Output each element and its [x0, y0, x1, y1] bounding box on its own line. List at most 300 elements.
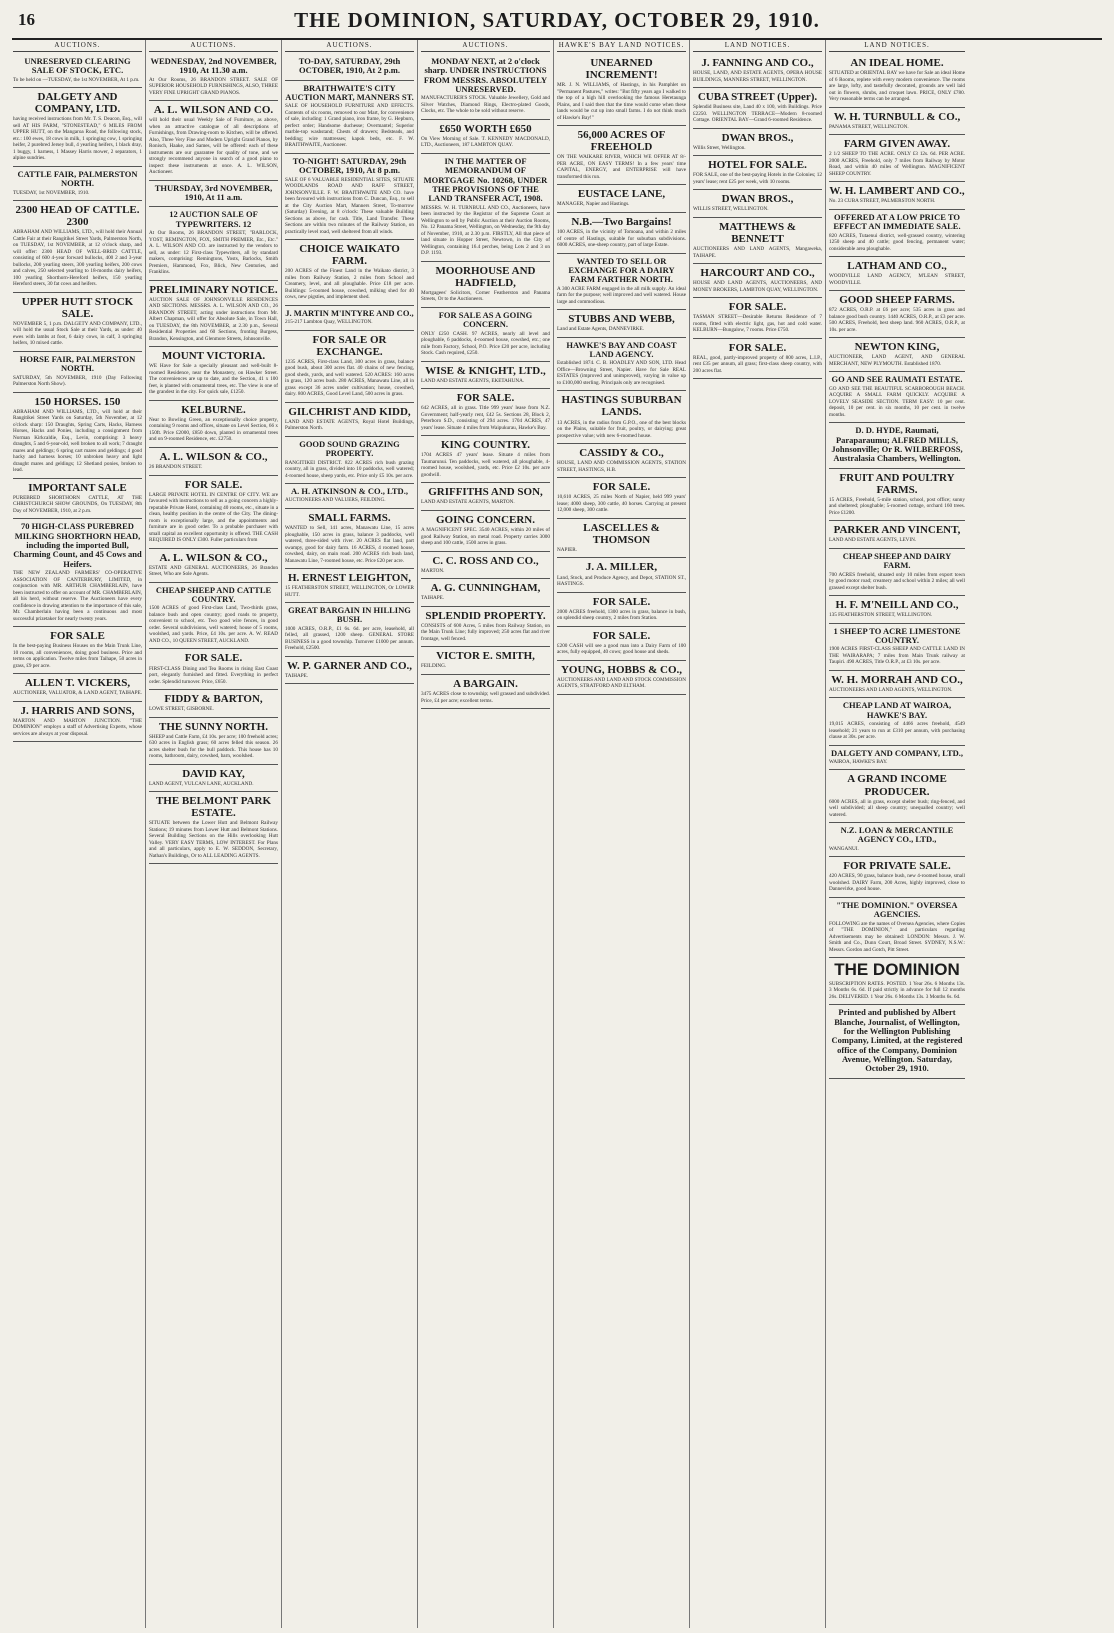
ad-body: HOUSE, LAND, AND ESTATE AGENTS, OPERA HOUSE BUILDINGS, MANNERS STREET, WELLINGTON. — [693, 70, 822, 83]
ad-title: UPPER HUTT STOCK SALE. — [21, 295, 134, 320]
advertisement — [13, 352, 142, 393]
advertisement — [13, 167, 142, 201]
ad-title: A. L. WILSON & CO., — [159, 551, 268, 564]
page-number: 16 — [18, 10, 35, 29]
ad-body: 1000 ACRES, O.R.P., £1 6s. 6d. per acre, leasehold, all felled, all grassed, 1200 sheep. GENERAL STORE BUSINESS in a good township. Turnover £1000 per annum. Freehold, £2500. — [285, 625, 414, 652]
advertisement — [13, 54, 142, 88]
ad-title: SMALL FARMS. — [308, 511, 391, 524]
column-heading: AUCTIONS. — [13, 40, 142, 52]
ad-body: MR. J. N. WILLIAMS, of Hastings, in his Pamphlet on "Permanent Pastures," writes: "But fifty years ago I walked to the top of a high hill overlooking the famous Heretaunga Plains, and I said then that the time would come when these lands would be cut up into small farms. I do not think much of Hawke's Bay!" — [557, 82, 686, 121]
ad-title: AN IDEAL HOME. — [850, 57, 944, 69]
columns-container — [10, 40, 1104, 1628]
ad-title: CHEAP LAND AT WAIROA, HAWKE'S BAY. — [842, 700, 952, 720]
advertisement — [557, 478, 686, 519]
advertisement — [421, 389, 550, 436]
ad-body: 1235 ACRES, First-class Land, 300 acres in grass, balance good bush, about 300 acres flat. 40 chains of new fencing, good sheds, yards, and well watered. 520 ACRES: 160 acres in grass, 120 acres bush. 280 ACRES, Manawatu Line, all in grass except 36 acres under cultivation; house, cowshed, dairy. 800 ACRES, Good Level Land, 500 acres in grass. — [285, 358, 414, 398]
ad-body: Mortgagees' Solicitors, Corner Featherston and Panama Streets, Or to the Auctioneers. — [421, 289, 550, 303]
ad-body: A 300 ACRE FARM engaged in the all milk supply. An ideal farm for the purpose; well improved and well watered. House large and commodious. — [557, 285, 686, 305]
advertisement — [829, 182, 965, 210]
ad-title: FOR SALE AS A GOING CONCERN. — [438, 309, 533, 330]
ad-title: 56,000 ACRES OF FREEHOLD — [577, 129, 666, 154]
ad-body: MANAGER, Napier and Hastings. — [557, 201, 630, 208]
ad-title: D. D. HYDE, Raumati, Paraparaumu; ALFRED MILLS, Johnsonville; Or R. WILBERFOSS, Australasia Chambers, Wellington. — [831, 425, 963, 464]
advertisement — [13, 702, 142, 743]
ad-title: 12 AUCTION SALE OF TYPEWRITERS. 12 — [169, 209, 258, 229]
ad-body: MARTON. — [421, 567, 445, 574]
ad-title: J. HARRIS AND SONS, — [20, 704, 135, 717]
ad-title: MATTHEWS & BENNETT — [718, 220, 797, 246]
ad-body: 2 1/2 SHEEP TO THE ACRE. ONLY £3 12s. 6d. PER ACRE. 2000 ACRES, Freehold, only 7 miles from Railway by Motor Road, and within 40 miles of Wellington. MAGNIFICENT SHEEP COUNTRY. — [829, 151, 965, 177]
advertisement — [829, 210, 965, 257]
advertisement — [285, 81, 414, 154]
advertisement — [149, 549, 278, 583]
ad-body: Established 1874. C. B. HOADLEY AND SON, LTD. Head Office—Browning Street, Napier. Have for Sale REAL ESTATES (improved and unimproved), varying in value up to £100,000 sterling. Principals only are recognised. — [557, 360, 686, 386]
ad-title: GREAT BARGAIN IN HILLING BUSH. — [288, 605, 411, 625]
advertisement — [557, 310, 686, 338]
advertisement — [829, 549, 965, 596]
ad-body: 200 ACRES of the Finest Land in the Waikato district, 3 miles from Railway Station, 2 miles from School and Creamery, level, and all ploughable. Price £18 per acre. Buildings: 5-roomed house, cowshed, milking shed for 40 cows, new pigsties, and implement shed. — [285, 268, 414, 301]
column-heading: AUCTIONS. — [285, 40, 414, 52]
advertisement — [285, 54, 414, 81]
advertisement — [693, 339, 822, 380]
ad-body: £200 CASH will see a good man into a Dairy Farm of 100 acres, fully equipped, 40 cows; good house and sheds. — [557, 642, 686, 656]
ad-title: A BARGAIN. — [453, 677, 518, 690]
ad-body: To be held on —TUESDAY, the 1st NOVEMBER, At 1 p.m. — [13, 76, 140, 83]
ad-title: A. G. CUNNINGHAM, — [430, 582, 541, 595]
ad-title: GILCHRIST AND KIDD, — [288, 405, 411, 418]
ad-title: FOR SALE. — [592, 629, 651, 642]
ad-title: UNEARNED INCREMENT! — [585, 57, 658, 82]
advertisement — [693, 88, 822, 129]
ad-title: HOTEL FOR SALE. — [708, 159, 807, 172]
ad-body: 3475 ACRES close to township; well grassed and subdivided. Price, £4 per acre; excellent terms. — [421, 691, 550, 704]
advertisement — [557, 444, 686, 478]
ad-body: LOWE STREET, GISBORNE. — [149, 706, 214, 713]
ad-body: At Our Rooms, 26 BRANDON STREET, "BARLOCK, YOST, REMINGTON, FOX, SMITH PREMIER, Etc., Etc." A. L. WILSON AND CO. are instructed by the vendors to sell, as under: 12 First-class Typewriters, all by standard makers, comprising: Remingtons, Yosts, Barlocks, Smith Premiers, Hammond, Fox, Blick, New Centuries, and Franklins. — [149, 230, 278, 276]
ad-body: 700 ACRES freehold, situated only 10 miles from export town by good motor road; creamery and school within 2 miles; all well grassed except shelter bush. — [829, 571, 965, 591]
ad-body: SHEEP and Cattle Farm, £4 10s. per acre; 100 freehold acres; 630 acres in English grass; 60 acres felled this season. 26 acres shelter bush for the bull paddock. This house has 10 rooms, bathroom, dairy, cowshed, barn, woolshed. — [149, 733, 278, 760]
ad-body: AUCTIONEERS AND LAND AGENTS, Mangaweka, TAIHAPE. — [693, 246, 822, 259]
advertisement — [13, 201, 142, 293]
advertisement — [285, 154, 414, 240]
advertisement — [421, 483, 550, 511]
ad-body: LARGE PRIVATE HOTEL IN CENTRE OF CITY. WE are favoured with instructions to sell as a going concern a highly-reputable Private Hotel, containing 40 rooms, etc., situate in a clean, healthy position in the centre of the City. The dining-room is exceptionally large, and the appointments and furniture are in good order. To a probable purchaser with small capital an excellent opportunity is offered. THE CASH REQUIRED IS ONLY £300. Fuller particulars from — [149, 491, 278, 544]
advertisement — [693, 298, 822, 339]
advertisement — [149, 101, 278, 181]
advertisement — [829, 257, 965, 291]
ad-title: 70 HIGH-CLASS PUREBRED MILKING SHORTHORN HEAD, including the imported Bull, Charming Count, and 45 Cows and Heifers. — [13, 521, 142, 569]
ad-body: ABRAHAM AND WILLIAMS, LTD., will hold their Annual Cattle Fair at their Rangitikei Street Yards, Palmerston North, on TUESDAY, 1st NOVEMBER, at 12 o'clock sharp, and will offer: 2300 HEAD OF WELL-BRED CATTLE, consisting of 600 4-year forward bullocks, 400 2 and 3-year bullocks, 200 yearling steers, 300 yearling heifers, 200 cows and calves, 250 selected yearling to 18-months dairy heifers, 100 yearling Shorthorn-Hereford heifers, 150 yearling Hereford steers, 30 fat cows and heifers. — [13, 229, 142, 288]
advertisement — [285, 240, 414, 306]
advertisement — [829, 671, 965, 699]
ad-body: 15 FEATHERSTON STREET, WELLINGTON, Or LOWER HUTT. — [285, 585, 414, 598]
ad-title: 2300 HEAD OF CATTLE. 2300 — [15, 204, 140, 229]
advertisement — [421, 675, 550, 709]
advertisement — [285, 509, 414, 569]
advertisement — [149, 448, 278, 476]
ad-body: 1704 ACRES 47 years' lease. Situate 4 miles from Taumarunui. Ten paddocks, well watered, all ploughable, 4-roomed house, woolshed, yards, etc. Price £2 10s. per acre goodwill. — [421, 452, 550, 478]
ad-body: LAND AND ESTATE AGENTS, EKETAHUNA. — [421, 377, 525, 384]
ad-title: MOUNT VICTORIA. — [161, 350, 266, 363]
advertisement — [285, 603, 414, 657]
ad-title: CHOICE WAIKATO FARM. — [299, 243, 400, 268]
column-heading: HAWKE'S BAY LAND NOTICES. — [557, 40, 686, 52]
column-1 — [10, 40, 146, 1628]
ad-body: TUESDAY, 1st NOVEMBER, 1910. — [13, 189, 90, 196]
advertisement — [421, 647, 550, 675]
advertisement — [285, 306, 414, 331]
ad-title: CHEAP SHEEP AND CATTLE COUNTRY. — [155, 584, 272, 605]
advertisement — [557, 627, 686, 661]
ad-title: A GRAND INCOME PRODUCER. — [847, 773, 947, 798]
advertisement — [829, 958, 965, 1005]
ad-title: 1 SHEEP TO ACRE LIMESTONE COUNTRY. — [833, 625, 961, 645]
ad-body: ONLY £250 CASH. 97 ACRES, nearly all level and ploughable, 6 paddocks, 4-roomed house, cowshed, etc.; one mile from Factory, School, P.O. Price £20 per acre, including Stock. Cash required, £250. — [421, 330, 550, 357]
ad-title: 150 HORSES. 150 — [34, 395, 121, 408]
advertisement — [285, 657, 414, 685]
advertisement — [829, 823, 965, 857]
ad-body: AUCTIONEERS AND LAND AND STOCK COMMISSION AGENTS, STRATFORD AND ELTHAM. — [557, 676, 686, 690]
advertisement — [557, 519, 686, 559]
ad-title: IMPORTANT SALE — [28, 481, 127, 494]
ad-body: 135 FEATHERSTON STREET, WELLINGTON. — [829, 612, 933, 619]
ad-body: AUCTIONEER, VALUATOR, & LAND AGENT, TAIHAPE. — [13, 690, 142, 697]
advertisement — [421, 579, 550, 607]
ad-body: FOLLOWING are the names of Oversea Agencies, where Copies of "THE DOMINION," and particulars regarding Advertisements may be obtained: LONDON: Messrs. J. W. Smith and Co., Dunn Court, Broad Street. SYDNEY, N.S.W.: Messrs. Gordon and Gotch, Pitt Street. — [829, 920, 965, 953]
ad-body: TAIHAPE. — [421, 595, 445, 602]
advertisement — [829, 338, 965, 372]
ad-body: ON THE WAIKARE RIVER, WHICH WE OFFER AT 8/- PER ACRE, ON EASY TERMS! In a few years' time CAPITAL, ENERGY, and ENTERPRISE will have transformed this run. — [557, 154, 686, 180]
ad-body: On View Morning of Sale. T. KENNEDY MACDONALD, LTD., Auctioneers, 187 LAMBTON QUAY. — [421, 135, 550, 149]
ad-title: EUSTACE LANE, — [577, 188, 666, 201]
ad-title: FOR SALE. — [456, 392, 515, 405]
ad-title: C. C. ROSS AND CO., — [432, 554, 539, 567]
ad-body: AUCTION SALE OF JOHNSONVILLE RESIDENCES AND SECTIONS. MESSRS. A. L. WILSON AND CO., 26 BRANDON STREET, acting under instructions from Mr. Albert Chapman, will offer for Absolute Sale, in Town Hall, on TUESDAY, the 8th NOVEMBER, at 2.30 p.m., Several Residential Properties and 60 Sections, fronting Burgess, Brandon, Kensington, and Glenmore Streets, Johnsonville. — [149, 296, 278, 342]
advertisement — [421, 262, 550, 308]
ad-title: PARKER AND VINCENT, — [833, 524, 961, 537]
ad-title: TO-NIGHT! SATURDAY, 29th OCTOBER, 1910, At 8 p.m. — [292, 155, 407, 176]
column-heading: LAND NOTICES. — [693, 40, 822, 52]
advertisement — [421, 154, 550, 262]
ad-title: DWAN BROS., — [721, 131, 794, 144]
advertisement — [13, 627, 142, 674]
advertisement — [557, 213, 686, 254]
ad-title: H. ERNEST LEIGHTON, — [287, 572, 412, 584]
column-heading: AUCTIONS. — [421, 40, 550, 52]
ad-body: RANGITIKEI DISTRICT. 822 ACRES rich bush grazing country, all in grass, divided into 10 paddocks, well watered; 4-roomed house, sheep yards, etc. Price only £5 10s. per acre. — [285, 459, 414, 479]
ad-title: ALLEN T. VICKERS, — [24, 677, 131, 690]
ad-title: "THE DOMINION." OVERSEA AGENCIES. — [836, 899, 958, 920]
ad-title: CHEAP SHEEP AND DAIRY FARM. — [842, 550, 952, 571]
ad-title: THURSDAY, 3rd NOVEMBER, 1910, At 11 a.m. — [154, 182, 273, 203]
ad-body: Land, Stock, and Produce Agency, and Depot, STATION ST., HASTINGS. — [557, 574, 686, 588]
advertisement — [557, 185, 686, 213]
masthead — [12, 4, 1102, 40]
advertisement — [557, 254, 686, 311]
advertisement — [829, 521, 965, 549]
advertisement — [557, 338, 686, 392]
ad-title: W. P. GARNER AND CO., — [286, 659, 413, 672]
advertisement — [13, 674, 142, 702]
column-5 — [554, 40, 690, 1628]
advertisement — [557, 661, 686, 695]
ad-title: THE BELMONT PARK ESTATE. — [155, 795, 272, 820]
ad-title: FIDDY & BARTON, — [164, 693, 263, 705]
ad-title: CASSIDY & CO., — [579, 447, 664, 460]
advertisement — [829, 135, 965, 182]
ad-body: 420 ACRES, 90 grass, balance bush, new 4-roomed house, small woolshed. DAIRY Farm, 200 Acres, highly improved, close to Dannevirke, good house. — [829, 873, 965, 893]
ad-body: 1500 ACRES of good First-class Land, Two-thirds grass, balance bush and open country; good roads to property, convenient to school, etc. Two good wire fences, in good order. Several subdivisions, well watered; house of 5 rooms, woolshed, and yards. Price, £4 10s. per acre. A. W. READ AND CO., 10 QUEEN STREET, AUCKLAND. — [149, 605, 278, 644]
advertisement — [557, 593, 686, 627]
ad-title: HAWKE'S BAY AND COAST LAND AGENCY. — [566, 339, 677, 360]
ad-body: A MAGNIFICENT SPEC. 3540 ACRES, within 20 miles of good Railway Station, on metal road. Property carries 3000 sheep and 100 cattle, 1500 acres in grass. — [421, 527, 550, 547]
ad-title: W. H. MORRAH AND CO., — [831, 673, 963, 686]
advertisement — [149, 583, 278, 650]
ad-body: 215-217 Lambton Quay, WELLINGTON. — [285, 319, 373, 326]
ad-body: TASMAN STREET—Desirable Returns Residence of 7 rooms, fitted with electric light, gas, hot and cold water. KELBURN—Bungalow, 7 rooms. Price £750. — [693, 314, 822, 334]
ad-body: Willis Street, Wellington. — [693, 144, 746, 151]
advertisement — [829, 108, 965, 136]
advertisement — [285, 403, 414, 437]
ad-body: 6000 ACRES, all in grass, except shelter bush; ring-fenced, and well subdivided; all sheep country; unequalled country; well watered. — [829, 798, 965, 818]
advertisement — [149, 54, 278, 101]
ad-title: MOORHOUSE AND HADFIELD, — [435, 264, 536, 289]
ad-body: CONSISTS of 600 Acres, 5 miles from Railway Station, on the Main Trunk Line; fully improved; 250 acres flat and river frontage, well fenced. — [421, 622, 550, 642]
ad-title: YOUNG, HOBBS & CO., — [560, 663, 682, 676]
ad-title: PRELIMINARY NOTICE. — [149, 283, 278, 296]
advertisement — [829, 54, 965, 108]
ad-body: HOUSE AND LAND AGENTS, AUCTIONEERS, AND MONEY BROKERS, LAMBTON QUAY, WELLINGTON. — [693, 280, 822, 293]
ad-title: FARM GIVEN AWAY. — [843, 138, 951, 151]
advertisement — [693, 264, 822, 298]
ad-body: WILLIS STREET, WELLINGTON. — [693, 206, 769, 213]
advertisement — [557, 54, 686, 126]
advertisement — [829, 624, 965, 671]
advertisement — [149, 649, 278, 690]
ad-title: J. FANNING AND CO., — [701, 57, 814, 69]
ad-title: HARCOURT AND CO., — [700, 267, 815, 280]
advertisement — [13, 479, 142, 520]
advertisement — [693, 129, 822, 157]
advertisement — [693, 190, 822, 218]
advertisement — [421, 607, 550, 648]
ad-title: FRUIT AND POULTRY FARMS. — [839, 471, 955, 496]
advertisement — [13, 393, 142, 479]
ad-body: THE NEW ZEALAND FARMERS' CO-OPERATIVE ASSOCIATION OF CANTERBURY, LIMITED, in conjunction with MR. ARTHUR CHAMBERLAIN, have been instructed to offer on account of MR. CHAMBERLAIN, all his herd, without reserve. The Auctioneers have every confidence in drawing attention to the importance of this sale, Mr. Chamberlain having been a continuous and most successful prizetaker for nearly twenty years. — [13, 570, 142, 622]
advertisement — [421, 120, 550, 154]
ad-title: A. H. ATKINSON & CO., LTD., — [291, 486, 408, 497]
advertisement — [693, 156, 822, 190]
ad-body: PANAMA STREET, WELLINGTON. — [829, 123, 909, 130]
advertisement — [829, 857, 965, 898]
column-4 — [418, 40, 554, 1628]
ad-body: 1900 ACRES FIRST-CLASS SHEEP AND CATTLE LAND IN THE WAIRARAPA; 7 miles from Main Trunk railway at Taupiri. 490 ACRES, Title O.R.P., at £3 10s. per acre. — [829, 646, 965, 666]
advertisement — [829, 596, 965, 624]
ad-title: J. A. MILLER, — [585, 561, 658, 574]
ad-title: VICTOR E. SMITH, — [436, 650, 535, 663]
ad-title: HASTINGS SUBURBAN LANDS. — [561, 394, 682, 419]
ad-body: SALE OF HOUSEHOLD FURNITURE AND EFFECTS. Contents of six rooms, removed to our Mart, for convenience of sale, including: 1 Grand piano, iron frame, by G. Hepburn, perfect order; Handsome duchesse; Overmantel; Superior marble-top washstand; Chests of drawers; Bedsteads, and bedding; wire mattresses; kapok beds, etc. F. W. BRAITHWAITE, Auctioneer. — [285, 103, 414, 149]
ad-body: 15 ACRES, Freehold, 5-mile station, school, post office; sunny and sheltered; ploughable; 5-roomed cottage, orchard 160 trees. Price £1200. — [829, 496, 965, 516]
advertisement — [557, 126, 686, 185]
advertisement — [829, 898, 965, 958]
ad-body: 10,610 ACRES, 25 miles North of Napier, held 999 years' lease; 4000 sheep, 300 cattle, 40 horses. Carrying at present 12,000 sheep, 300 cattle. — [557, 494, 686, 514]
ad-body: 26 BRANDON STREET. — [149, 464, 203, 471]
ad-title: A. L. WILSON & CO., — [159, 450, 268, 463]
ad-title: WEDNESDAY, 2nd NOVEMBER, 1910, At 11.30 a.m. — [150, 56, 277, 76]
ad-title: FOR SALE. — [592, 481, 651, 494]
ad-body: ABRAHAM AND WILLIAMS, LTD., will hold at their Rangitikei Street Yards on Saturday, 5th November, at 12 o'clock sharp: 150 Draughts, Spring Carts, Hacks, Harness Horses, Hacks and Ponies, including a consignment from Norman Kirkcaldie, Esq., Levin, comprising: 3 heavy draughts, 5 and 6-year-old, well broken to all work; 7 draught mares and geldings; 6 spring cart mares and geldings; 4 good hacky and harness horses; 10 unbroken heavy and light draught mares and geldings; 12 Shetland ponies, broken to lead. — [13, 408, 142, 474]
ad-title: DALGETY AND COMPANY, LTD. — [34, 91, 121, 116]
advertisement — [829, 291, 965, 338]
ad-title: DALGETY AND COMPANY, LTD., — [830, 747, 964, 758]
ad-body: LAND AGENT, VULCAN LANE, AUCKLAND. — [149, 780, 254, 787]
ad-title: THE DOMINION — [834, 960, 960, 980]
ad-title: N.B.—Two Bargains! — [571, 215, 672, 228]
ad-body: LAND AND ESTATE AGENTS, MARTON. — [421, 499, 515, 506]
column-7 — [826, 40, 968, 1628]
ad-title: GOING CONCERN. — [435, 513, 535, 526]
ad-title: LASCELLES & THOMSON — [583, 521, 660, 546]
ad-title: Printed and published by Albert Blanche, Journalist, of Wellington, for the Wellington Publishing Company, Limited, at the registered office of the Company, Dominion Avenue, Wellington. Saturday, October 29, 1910. — [831, 1007, 963, 1074]
advertisement — [149, 765, 278, 793]
ad-body: LAND AND ESTATE AGENTS, Royal Hotel Buildings, Palmerston North. — [285, 418, 414, 432]
ad-title: NEWTON KING, — [854, 341, 940, 354]
ad-title: A. L. WILSON AND CO. — [153, 104, 274, 117]
ad-title: TO-DAY, SATURDAY, 29th OCTOBER, 1910, At 2 p.m. — [298, 56, 401, 76]
ad-body: PUREBRED SHORTHORN CATTLE, AT THE CHRISTCHURCH SHOW GROUNDS, On TUESDAY, 8th Day of NOVEMBER, 1910, at 2 p.m. — [13, 494, 142, 514]
ad-body: AUCTIONEER, LAND AGENT, AND GENERAL MERCHANT, NEW PLYMOUTH. Established 1870. — [829, 354, 965, 367]
ad-title: MONDAY NEXT, at 2 o'clock sharp. UNDER INSTRUCTIONS FROM MESSRS. ABSOLUTELY UNRESERVED. — [423, 56, 548, 95]
advertisement — [149, 401, 278, 448]
ad-title: FOR SALE — [50, 630, 105, 643]
ad-body: NOVEMBER 5, 1 p.m. DALGETY AND COMPANY, LTD., will hold the usual Stock Sale at their Yards, as under: 40 ewes with lambs at foot, 6 dairy cows, in calf, 3 springing heifers, 10 mixed cattle. — [13, 320, 142, 347]
ad-title: FOR SALE. — [184, 478, 243, 491]
advertisement — [149, 207, 278, 280]
ad-title: GOOD SOUND GRAZING PROPERTY. — [299, 438, 400, 459]
advertisement — [285, 484, 414, 509]
advertisement — [693, 218, 822, 264]
ad-title: UNRESERVED CLEARING SALE OF STOCK, ETC. — [24, 56, 131, 76]
ad-title: STUBBS AND WEBB, — [568, 313, 675, 326]
ad-body: WANTED to Sell, 141 acres, Manawatu Line, 15 acres ploughable, 150 acres in grass, balance 3 paddocks, well watered, three-sided with river. 20 ACRES flat land, part swampy, good for dairy farm. 16 ACRES, 4 roomed house, cowshed, dairy, on main road. 200 ACRES rich bush land, Manawatu Line, 7-roomed house, etc. Price £20 per acre. — [285, 525, 414, 564]
ad-body: 2000 ACRES freehold, 1300 acres in grass, balance in bush, on splendid sheep country, 2 miles from Station. — [557, 608, 686, 622]
ad-title: J. MARTIN M'INTYRE AND CO., — [285, 307, 414, 318]
column-3 — [282, 40, 418, 1628]
ad-title: W. H. TURNBULL & CO., — [833, 110, 961, 123]
advertisement — [149, 718, 278, 765]
advertisement — [421, 308, 550, 362]
ad-body: REAL, good, partly-improved property of 800 acres, L.I.P., rent £35 per annum, all grass; first-class sheep country, with 200 acres flat. — [693, 354, 822, 374]
advertisement — [829, 423, 965, 468]
ad-body: SALE OF 6 VALUABLE RESIDENTIAL SITES, SITUATE WOODLANDS ROAD AND RAFF STREET, JOHNSONVILLE. F. W. BRAITHWAITE AND CO. have been favoured with instructions from C. Duncan, Esq., to sell at the City Auction Mart, Manners Street, To-morrow (Saturday) Evening, at 8 o'clock: These valuable Building Sections as above, for cash. Title, Land Transfer. These Sections are within two minutes of the Railway Station, on practically level road, well sheltered from all winds. — [285, 176, 414, 235]
ad-body: 13 ACRES, in the radius from G.P.O., one of the best blocks on the Plains, suitable for fruit, poultry, or dairying; great prospective value; with new 6-roomed house. — [557, 419, 686, 439]
ad-body: Splendid Business site, Land 40 x 100, with Buildings. Price £2250. WELLINGTON TERRACE—Modern 8-roomed Cottage. ORIENTAL BAY—Grand 6-roomed Residence. — [693, 104, 822, 124]
advertisement — [829, 746, 965, 771]
ad-title: FOR SALE. — [728, 301, 787, 314]
ad-title: HORSE FAIR, PALMERSTON NORTH. — [19, 353, 136, 374]
ad-body: 872 ACRES, O.R.P. at £6 per acre; 535 acres in grass and balance good bush country. 1440 ACRES, O.R.P., at £3 per acre. 500 ACRES, Freehold, best sheep land. 960 ACRES, O.R.P., at 10s. per acre. — [829, 307, 965, 333]
ad-body: AUCTIONEERS AND VALUERS, FEILDING. — [285, 497, 386, 504]
ad-body: WAIROA, HAWKE'S BAY. — [829, 758, 888, 765]
ad-title: GOOD SHEEP FARMS. — [839, 294, 955, 307]
ad-title: W. H. LAMBERT AND CO., — [829, 185, 965, 198]
ad-body: GO AND SEE THE BEAUTIFUL SCARBOROUGH BEACH. ACQUIRE A SMALL FARM QUICKLY. ACQUIRE A LOVELY SEASIDE SECTION. TERM EASY: 10 per cent. deposit, 10 per cent. in six months, 10 per cent. in twelve months. — [829, 385, 965, 418]
ad-title: H. F. M'NEILL AND CO., — [835, 599, 959, 612]
ad-title: THE SUNNY NORTH. — [159, 720, 268, 733]
ad-body: In the best-paying Business Houses on the Main Trunk Line, 10 rooms, all conveniences, doing good business. Price and terms on application. Twelve miles from Taihape, 50 acres in grass, £9 per acre. — [13, 643, 142, 669]
advertisement — [557, 558, 686, 592]
ad-body: FOR SALE, one of the best-paying Hotels in the Colonies; 12 years' lease; rent £25 per week, with 10 rooms. — [693, 172, 822, 185]
advertisement — [149, 792, 278, 864]
ad-body: will hold their usual Weekly Sale of Furniture, as above, when an attractive catalogue of all descriptions of Furnishings, from Drawing-room to Kitchen, will be offered. Also, Three Very Fine and Modern Upright Grand Pianos, by Ronisch, Haake, and Sames, will be offered: each of these instruments are our guarantee for quality of tone, and we strongly recommend anyone in search of a good piano to inspect these instruments at once. A. L. WILSON, Auctioneer. — [149, 117, 278, 176]
newspaper-title: THE DOMINION, SATURDAY, OCTOBER 29, 1910. — [294, 8, 820, 32]
ad-body: FIRST-CLASS Dining and Tea Rooms in rising East Coast port, elegantly furnished and fitted. Everything in perfect order. Splendid turnover. Price, £650. — [149, 665, 278, 685]
ad-body: WOODVILLE LAND AGENCY, M'LEAN STREET, WOODVILLE. — [829, 273, 965, 286]
advertisement — [829, 469, 965, 522]
ad-title: FOR SALE. — [592, 595, 651, 608]
ad-body: 100 ACRES, in the vicinity of Tomoana, and within 2 miles of centre of Hastings, suitable for suburban subdivisions. 6000 ACRES, one-sheep country, part of large Estate. — [557, 229, 686, 249]
ad-body: Near to Bowling Green, an exceptionally choice property, containing 9 rooms and offices, situate on Level Section, 66 x 150ft. Price £2000, £850 down, planted in ornamental trees and on 9-roomed Residence, etc. £2750. — [149, 416, 278, 443]
ad-body: having received instructions from Mr. T. S. Deacon, Esq., will sell AT HIS FARM, "STONESTEAD," 6 MILES FROM UPPER HUTT, on the Mangaroa Road, the following stock, etc.: 100 ewes, 18 cows in milk, 1 springing cow, 1 springing heifer, 2 purebred Jersey bull, 4 yearling heifers, 1 black dray, 1 buggy, 1 harness, 1 Massey Harris mower, 2 separators, 1 alpine sundries. — [13, 116, 142, 162]
ad-title: BRAITHWAITE'S CITY AUCTION MART, MANNERS ST. — [285, 82, 414, 103]
ad-body: NAPIER. — [557, 546, 578, 553]
ad-title: FOR SALE. — [728, 341, 787, 354]
ad-title: CUBA STREET (Upper). — [697, 91, 818, 104]
ad-body: HOUSE, LAND AND COMMISSION AGENTS, STATION STREET, HASTINGS, H.B. — [557, 460, 686, 473]
ad-title: KING COUNTRY. — [440, 439, 531, 452]
ad-body: WE Have for Sale a specially pleasant and well-built 8-roomed Residence, near the Monastery, on Hawker Street. The conveniences are up to date, and the Section, 41 x 100 feet, is planted with ornamental trees, etc. The view is one of the grandest in the city. For quick sale, £1250. — [149, 363, 278, 396]
column-heading: AUCTIONS. — [149, 40, 278, 52]
column-heading: LAND NOTICES. — [829, 40, 965, 52]
ad-body: ESTATE AND GENERAL AUCTIONEERS, 26 Brandon Street, Who are Sole Agents. — [149, 564, 278, 578]
ad-body: MESSRS. W. H. TURNBULL AND CO., Auctioneers, have been instructed by the Registrar of the Supreme Court at Wellington to sell by Public Auction at their Auction Rooms, No. 12 Panama Street, Wellington, on Wednesday, the 9th day of November, 1910, at 2.30 p.m. FIRSTLY, All that piece of land situate in Hopper Street, Newtown, in the City of Wellington, containing 16.4 perches, being Lots 2 and 3 on D.P. 1193. — [421, 204, 550, 257]
column-6 — [690, 40, 826, 1628]
advertisement — [285, 437, 414, 484]
advertisement — [829, 698, 965, 745]
ad-title: FOR PRIVATE SALE. — [843, 860, 951, 873]
advertisement — [421, 436, 550, 483]
ad-title: CATTLE FAIR, PALMERSTON NORTH. — [17, 168, 138, 189]
advertisement — [829, 372, 965, 423]
advertisement — [829, 770, 965, 823]
advertisement — [149, 476, 278, 549]
ad-title: IN THE MATTER OF MEMORANDUM OF MORTGAGE No. 10268, UNDER THE PROVISIONS OF THE LAND TRANSFER ACT, 1908. — [423, 155, 548, 204]
advertisement — [13, 519, 142, 627]
advertisement — [285, 569, 414, 603]
advertisement — [149, 181, 278, 208]
ad-title: KELBURNE. — [181, 403, 246, 416]
advertisement — [285, 331, 414, 403]
ad-body: FEILDING. — [421, 663, 447, 670]
advertisement — [693, 54, 822, 88]
ad-title: GRIFFITHS AND SON, — [428, 486, 543, 499]
ad-body: SATURDAY, 5th NOVEMBER, 1910 (Day Following Palmerston North Show). — [13, 374, 142, 388]
ad-title: GO AND SEE RAUMATI ESTATE. — [831, 374, 963, 385]
advertisement — [829, 1005, 965, 1078]
ad-title: LATHAM AND CO., — [847, 260, 947, 273]
ad-body: 19,015 ACRES, consisting of 4466 acres freehold, 4549 leasehold; 21 years to run at £310 per annum, with purchasing clause at 30s. per acre. — [829, 721, 965, 741]
ad-body: WANGANUI. — [829, 845, 859, 852]
ad-body: 820 ACRES, Tutaenui district, well-grassed country, wintering 1250 sheep and 40 cattle; good fencing, permanent water; considerable area ploughable. — [829, 232, 965, 252]
ad-body: SITUATE between the Lower Hutt and Belmont Railway Stations; 19 minutes from Lower Hutt and Belmont Stations. Several Building Sections on the Hills overlooking Hutt Valley. VERY EASY TERMS, LOW INTEREST. For Plans and all particulars, apply to E. W. SEDDON, Secretary, Nathan's Buildings, Or to ALL LEADING AGENTS. — [149, 820, 278, 859]
advertisement — [421, 511, 550, 552]
advertisement — [421, 552, 550, 580]
ad-title: N.Z. LOAN & MERCANTILE AGENCY CO., LTD., — [840, 825, 954, 845]
ad-body: At Our Rooms, 26 BRANDON STREET. SALE OF SUPERIOR HOUSEHOLD FURNISHINGS, ALSO, THREE VERY FINE UPRIGHT GRAND PIANOS. — [149, 76, 278, 96]
advertisement — [13, 88, 142, 167]
ad-title: £650 WORTH £650 — [439, 122, 532, 135]
